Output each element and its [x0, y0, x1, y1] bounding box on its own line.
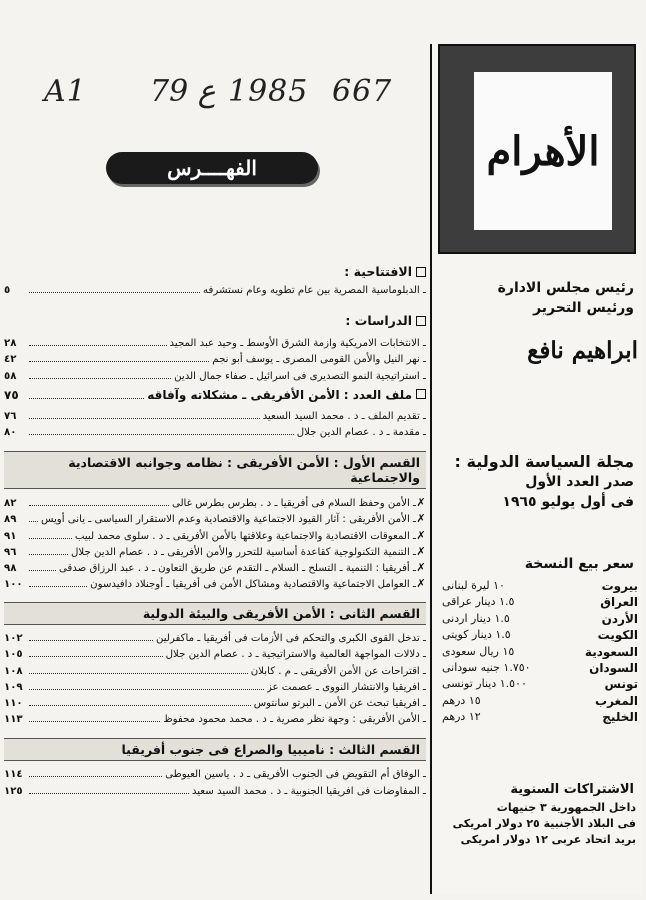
- leader-dots: [29, 369, 171, 379]
- editor-name: ابراهيم نافع: [527, 337, 638, 364]
- leader-dots: [29, 577, 87, 587]
- price-row: السعودية ١٥ ريال سعودى: [442, 644, 638, 659]
- editor-label: ورئيس التحرير: [533, 300, 634, 316]
- price-table: [442, 578, 638, 726]
- check-mark-icon: ✗: [416, 577, 426, 591]
- handwritten-number: 667: [332, 74, 393, 109]
- handwritten-annotation: [40, 74, 410, 120]
- toc-entry[interactable]: ـ الأمن الأفريقى : وجهة نظر مصرية ـ د . محمد محمود محفوظ ١١٣: [4, 714, 426, 726]
- leader-dots: [29, 425, 294, 435]
- leader-dots: [29, 336, 167, 346]
- leader-dots: [29, 712, 160, 722]
- toc-entry[interactable]: ✗ ـ أفريقيا : التنمية ـ التسلح ـ السلام ـ التقدم عن طريق التعاون ـ د . عبد الرزاق صدقى ٩٨: [4, 560, 426, 576]
- first-issue-date: فى أول يوليو ١٩٦٥: [502, 494, 634, 510]
- price-row: الأردن ١.٥ دينار اردنى: [442, 611, 638, 626]
- leader-dots: [29, 696, 251, 706]
- leader-dots: [29, 512, 38, 522]
- section-part3-title: القسم الثالث : ناميبيا والصراع فى جنوب أفريقيا: [4, 738, 426, 761]
- subscription-line: داخل الجمهورية ٣ جنيهات: [496, 801, 636, 814]
- price-row: الخليج ١٢ درهم: [442, 710, 638, 725]
- leader-dots: [29, 352, 209, 362]
- leader-dots: [29, 664, 248, 674]
- check-mark-icon: ✗: [416, 544, 426, 558]
- chairman-label: رئيس مجلس الادارة: [497, 280, 634, 296]
- subscription-line: بريد اتحاد عربى ١٢ دولار امريكى: [460, 833, 636, 846]
- section-studies-title: الدراسات :: [4, 313, 426, 328]
- section-part1-title: القسم الأول : الأمن الأفريقى : نظامه وجوانبه الاقتصادية والاجتماعية: [4, 451, 426, 489]
- leader-dots: [29, 631, 153, 641]
- price-row: الكويت ١.٥ دينار كويتى: [442, 628, 638, 643]
- price-row: السودان ١.٧٥٠ جنيه سودانى: [442, 660, 638, 675]
- toc-entry[interactable]: ـ افريقيا والانتشار النووى ـ عصمت عز ١٠٩: [4, 681, 426, 693]
- ahram-logo: الأهرام: [474, 72, 612, 230]
- leader-dots: [29, 680, 264, 690]
- section-file-title[interactable]: ملف العدد : الأمن الأفريقى ـ مشكلاته وآفاقه ٧٥: [4, 385, 426, 405]
- checkbox-icon: [416, 316, 426, 326]
- toc-entry[interactable]: ✗ ـ الأمن الأفريقى : آثار القيود الاجتماعية والاقتصادية وعدم الاستقرار السياسى ـ يانى أويس ٨٩: [4, 511, 426, 527]
- check-mark-icon: ✗: [416, 560, 426, 574]
- toc-entry[interactable]: ـ افريقيا تبحث عن الأمن ـ البرتو سانتوس ١١٠: [4, 698, 426, 709]
- handwritten-issue: 79 ع: [150, 74, 216, 109]
- check-mark-icon: ✗: [416, 528, 426, 542]
- leader-dots: [29, 647, 163, 657]
- toc-entry[interactable]: ✗ ـ المعوقات الاقتصادية والاجتماعية وعلاقتها بالأمن الأفريقى ـ د . سلوى محمد لبيب ٩١: [4, 528, 426, 544]
- check-mark-icon: ✗: [416, 496, 426, 510]
- leader-dots: [29, 389, 144, 399]
- toc-entry[interactable]: ـ الوفاق أم التقويض فى الجنوب الأفريقى ـ د . ياسين العيوطى ١١٤: [4, 769, 426, 781]
- toc-entry[interactable]: ✗ ـ الأمن وحفظ السلام فى أفريقيا ـ د . بطرس بطرس غالى ٨٢: [4, 495, 426, 511]
- toc-entry[interactable]: ـ استراتيجية النمو التصديرى فى اسرائيل ـ صفاء جمال الدين ٥٨: [4, 370, 426, 382]
- journal-name: مجلة السياسة الدولية :: [454, 452, 634, 471]
- checkbox-icon: [416, 389, 426, 399]
- leader-dots: [29, 784, 189, 794]
- price-row: بيروت ١٠ ليرة لبنانى: [442, 579, 638, 593]
- masthead-sidebar: [430, 44, 642, 894]
- toc-entry[interactable]: ـ تقديم الملف ـ د . محمد السيد السعيد ٧٦: [4, 410, 426, 422]
- toc-entry[interactable]: ـ الانتخابات الامريكية وازمة الشرق الأوسط ـ وحيد عبد المجيد ٢٨: [4, 338, 426, 350]
- leader-dots: [29, 529, 72, 539]
- toc-entry[interactable]: ـ المفاوضات فى افريقيا الجنوبية ـ د . محمد السيد سعيد ١٢٥: [4, 785, 426, 797]
- check-mark-icon: ✗: [416, 512, 426, 526]
- section-opening-title: الافتتاحية :: [4, 264, 426, 279]
- price-row: تونس ١.٥٠٠ دينار تونسى: [442, 677, 638, 692]
- leader-dots: [29, 283, 200, 293]
- toc-title: الفهــــرس: [106, 152, 318, 184]
- toc-entry[interactable]: ـ اقتراحات عن الأمن الأفريقى ـ م . كابلان ١٠٨: [4, 665, 426, 677]
- price-row: العراق ١.٥ دينار عراقى: [442, 595, 638, 610]
- subs-title: الاشتراكات السنوية: [510, 782, 634, 797]
- handwritten-code: A1: [44, 74, 87, 109]
- subscription-line: فى البلاد الأجنبية ٢٥ دولار امريكى: [452, 817, 636, 830]
- toc-entry[interactable]: ـ تدخل القوى الكبرى والتحكم فى الأزمات فى أفريقيا ـ ماكفرلين ١٠٢: [4, 633, 426, 645]
- toc-entry[interactable]: ـ مقدمة ـ د . عصام الدين جلال ٨٠: [4, 426, 426, 438]
- logo-frame: [438, 44, 636, 254]
- leader-dots: [29, 767, 162, 777]
- subscriptions: [440, 800, 636, 848]
- toc-entry[interactable]: ـ نهر النيل والأمن القومى المصرى ـ يوسف أبو نجم ٤٢: [4, 354, 426, 366]
- price-row: المغرب ١٥ درهم: [442, 693, 638, 708]
- leader-dots: [29, 545, 68, 555]
- leader-dots: [29, 409, 260, 419]
- handwritten-year: 1985: [228, 74, 309, 109]
- toc-entry[interactable]: ـ الدبلوماسية المصرية بين عام تطويه وعام نستشرفه ٥: [4, 285, 426, 296]
- checkbox-icon: [416, 267, 426, 277]
- leader-dots: [29, 496, 169, 506]
- toc-entry[interactable]: ✗ ـ التنمية التكنولوجية كقاعدة أساسية للتحرر والأمن الأفريقى ـ د . عصام الدين جلال ٩٦: [4, 544, 426, 560]
- leader-dots: [29, 561, 56, 571]
- price-title: سعر بيع النسخة: [524, 556, 634, 572]
- section-part2-title: القسم الثانى : الأمن الأفريقى والبيئة الدولية: [4, 602, 426, 625]
- toc-entry[interactable]: ✗ ـ العوامل الاجتماعية والاقتصادية ومشاكل الأمن فى أفريقيا ـ أوجنلاد دافيدسون ١٠٠: [4, 576, 426, 592]
- toc-content: [4, 258, 426, 800]
- toc-entry[interactable]: ـ دلالات المواجهة العالمية والاستراتيجية ـ د . عصام الدين جلال ١٠٥: [4, 649, 426, 661]
- first-issue: صدر العدد الأول: [525, 474, 634, 490]
